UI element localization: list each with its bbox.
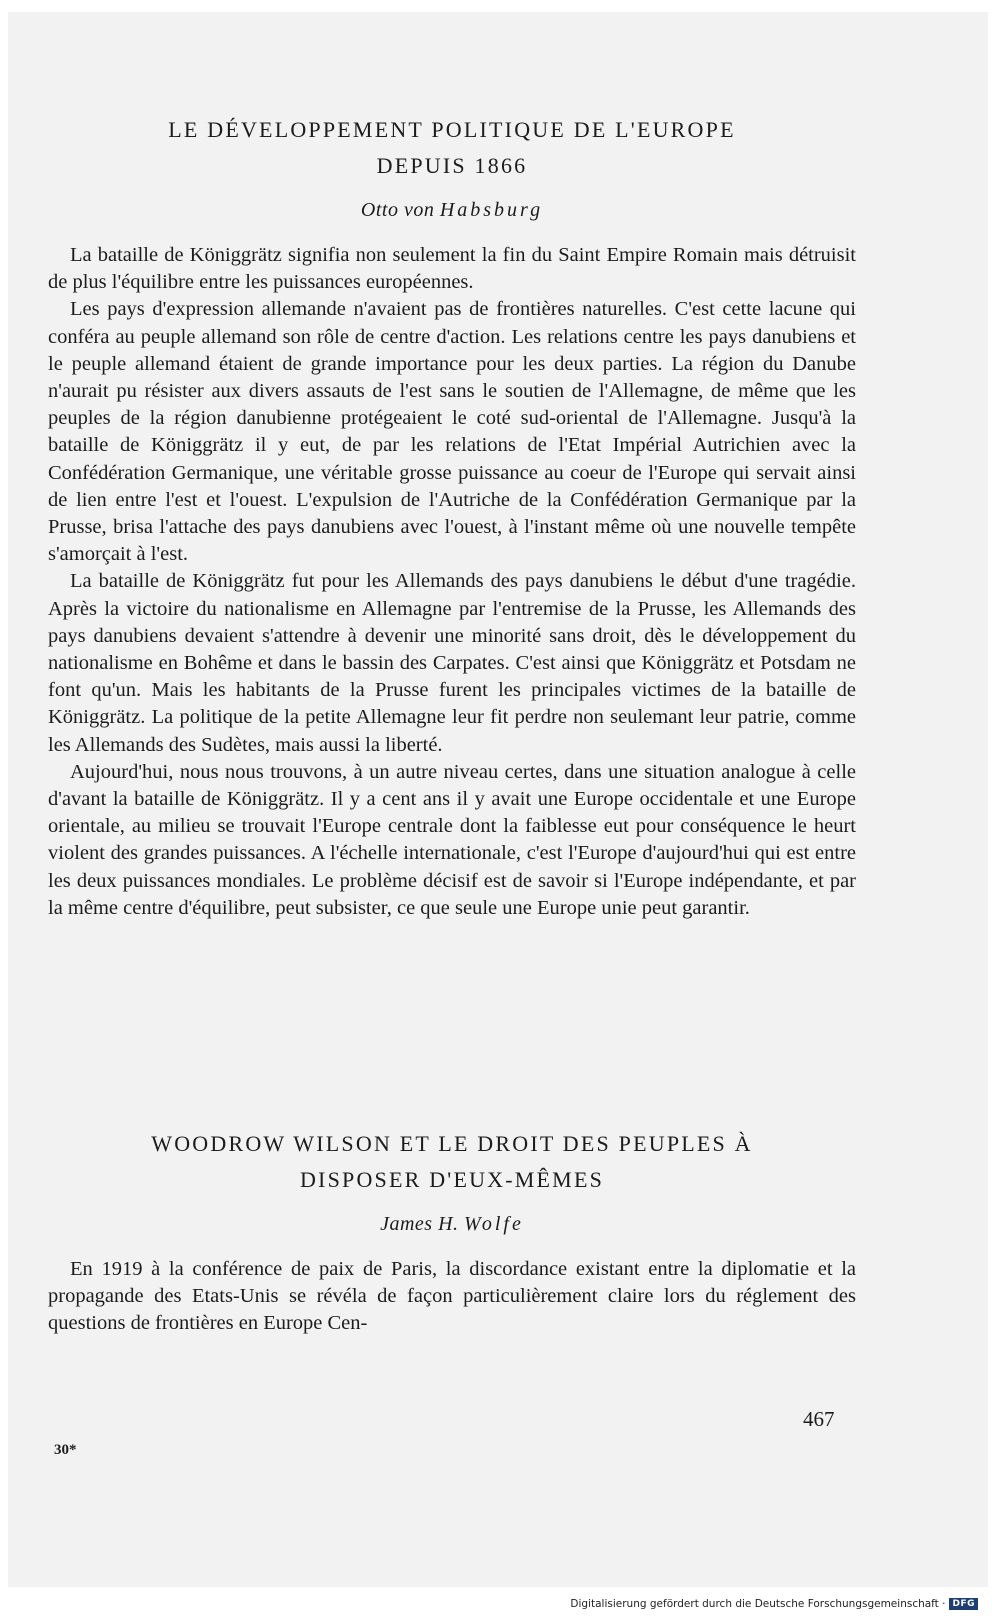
article-habsburg xyxy=(48,112,856,922)
article-body xyxy=(48,242,856,922)
article-title-line-2: DEPUIS 1866 xyxy=(376,153,528,178)
article-title-line-2: DISPOSER D'EUX-MÊMES xyxy=(299,1167,605,1192)
footer-text: Digitalisierung gefördert durch die Deutsche Forschungsgemeinschaft · xyxy=(570,1598,946,1610)
article-author xyxy=(48,1210,856,1238)
article-title xyxy=(48,1126,856,1198)
paragraph: La bataille de Königgrätz signifia non seulement la fin du Saint Empire Romain mais détruisit de plus l'équilibre entre les puissances européennes. xyxy=(48,244,856,294)
paragraph: La bataille de Königgrätz fut pour les Allemands des pays danubiens le début d'une tragédie. Après la victoire du nationalisme en Allemagne par l'entremise de la Prusse, les Allemands des pays danubiens devaient s'attendre à devenir une minorité sans droit, dès le développement du nationalisme en Bohême et dans le bassin des Carpates. C'est ainsi que Königgrätz et Potsdam ne font qu'un. Mais les habitants de la Prusse furent les principales victimes de la bataille de Königgrätz. La politique de la petite Allemagne leur fit perdre non seulemant leur patrie, comme les Allemands des Sudètes, mais aussi la liberté. xyxy=(48,570,856,756)
author-first-name: Otto von xyxy=(360,199,435,221)
digitization-footer xyxy=(570,1598,978,1610)
article-wolfe xyxy=(48,1126,856,1338)
author-last-name: Habsburg xyxy=(439,199,544,221)
paragraph: Les pays d'expression allemande n'avaient pas de frontières naturelles. C'est cette lacune qui conféra au peuple allemand son rôle de centre d'action. Les relations centre les pays danubiens et le peuple allemand étaient de grande importance pour les deux parties. La région du Danube n'aurait pu résister aux divers assauts de l'est sans le soutien de l'Allemagne, de même que les peuples de la région danubienne protégeaient le coté sud-oriental de l'Allemagne. Jusqu'à la bataille de Königgrätz il y eut, de par les relations de l'Etat Impérial Autrichien avec la Confédération Germanique, une véritable grosse puissance au coeur de l'Europe qui servait ainsi de lien entre l'est et l'ouest. L'expulsion de l'Autriche de la Confédération Germanique par la Prusse, brisa l'attache des pays danubiens avec l'ouest, à l'instant même où une nouvelle tempête s'amorçait à l'est. xyxy=(48,298,856,566)
page-number: 467 xyxy=(803,1407,835,1431)
paragraph: En 1919 à la conférence de paix de Paris, la discordance existant entre la diplomatie et la propagande des Etats-Unis se révéla de façon particulièrement claire lors du réglement des questions de frontières en Europe Cen- xyxy=(48,1258,856,1335)
article-author xyxy=(48,196,856,224)
article-body xyxy=(48,1256,856,1338)
author-first-name: James H. xyxy=(380,1213,459,1235)
paragraph: Aujourd'hui, nous nous trouvons, à un autre niveau certes, dans une situation analogue à celle d'avant la bataille de Königgrätz. Il y a cent ans il y avait une Europe occidentale et une Europe orientale, au milieu se trouvait l'Europe centrale dont la faiblesse eut pour conséquence le heurt violent des grandes puissances. A l'échelle internationale, c'est l'Europe d'aujourd'hui qui est entre les deux puissances mondiales. Le problème décisif est de savoir si l'Europe indépendante, et par la même centre d'équilibre, peut subsister, ce que seule une Europe unie peut garantir. xyxy=(48,760,856,919)
author-last-name: Wolfe xyxy=(464,1213,524,1235)
signature-mark: 30* xyxy=(54,1442,77,1458)
dfg-logo-icon: DFG xyxy=(949,1598,978,1610)
article-title-line-1: LE DÉVELOPPEMENT POLITIQUE DE L'EUROPE xyxy=(168,117,736,142)
scanned-page xyxy=(8,12,988,1587)
article-title xyxy=(48,112,856,184)
article-title-line-1: WOODROW WILSON ET LE DROIT DES PEUPLES À xyxy=(151,1131,753,1156)
